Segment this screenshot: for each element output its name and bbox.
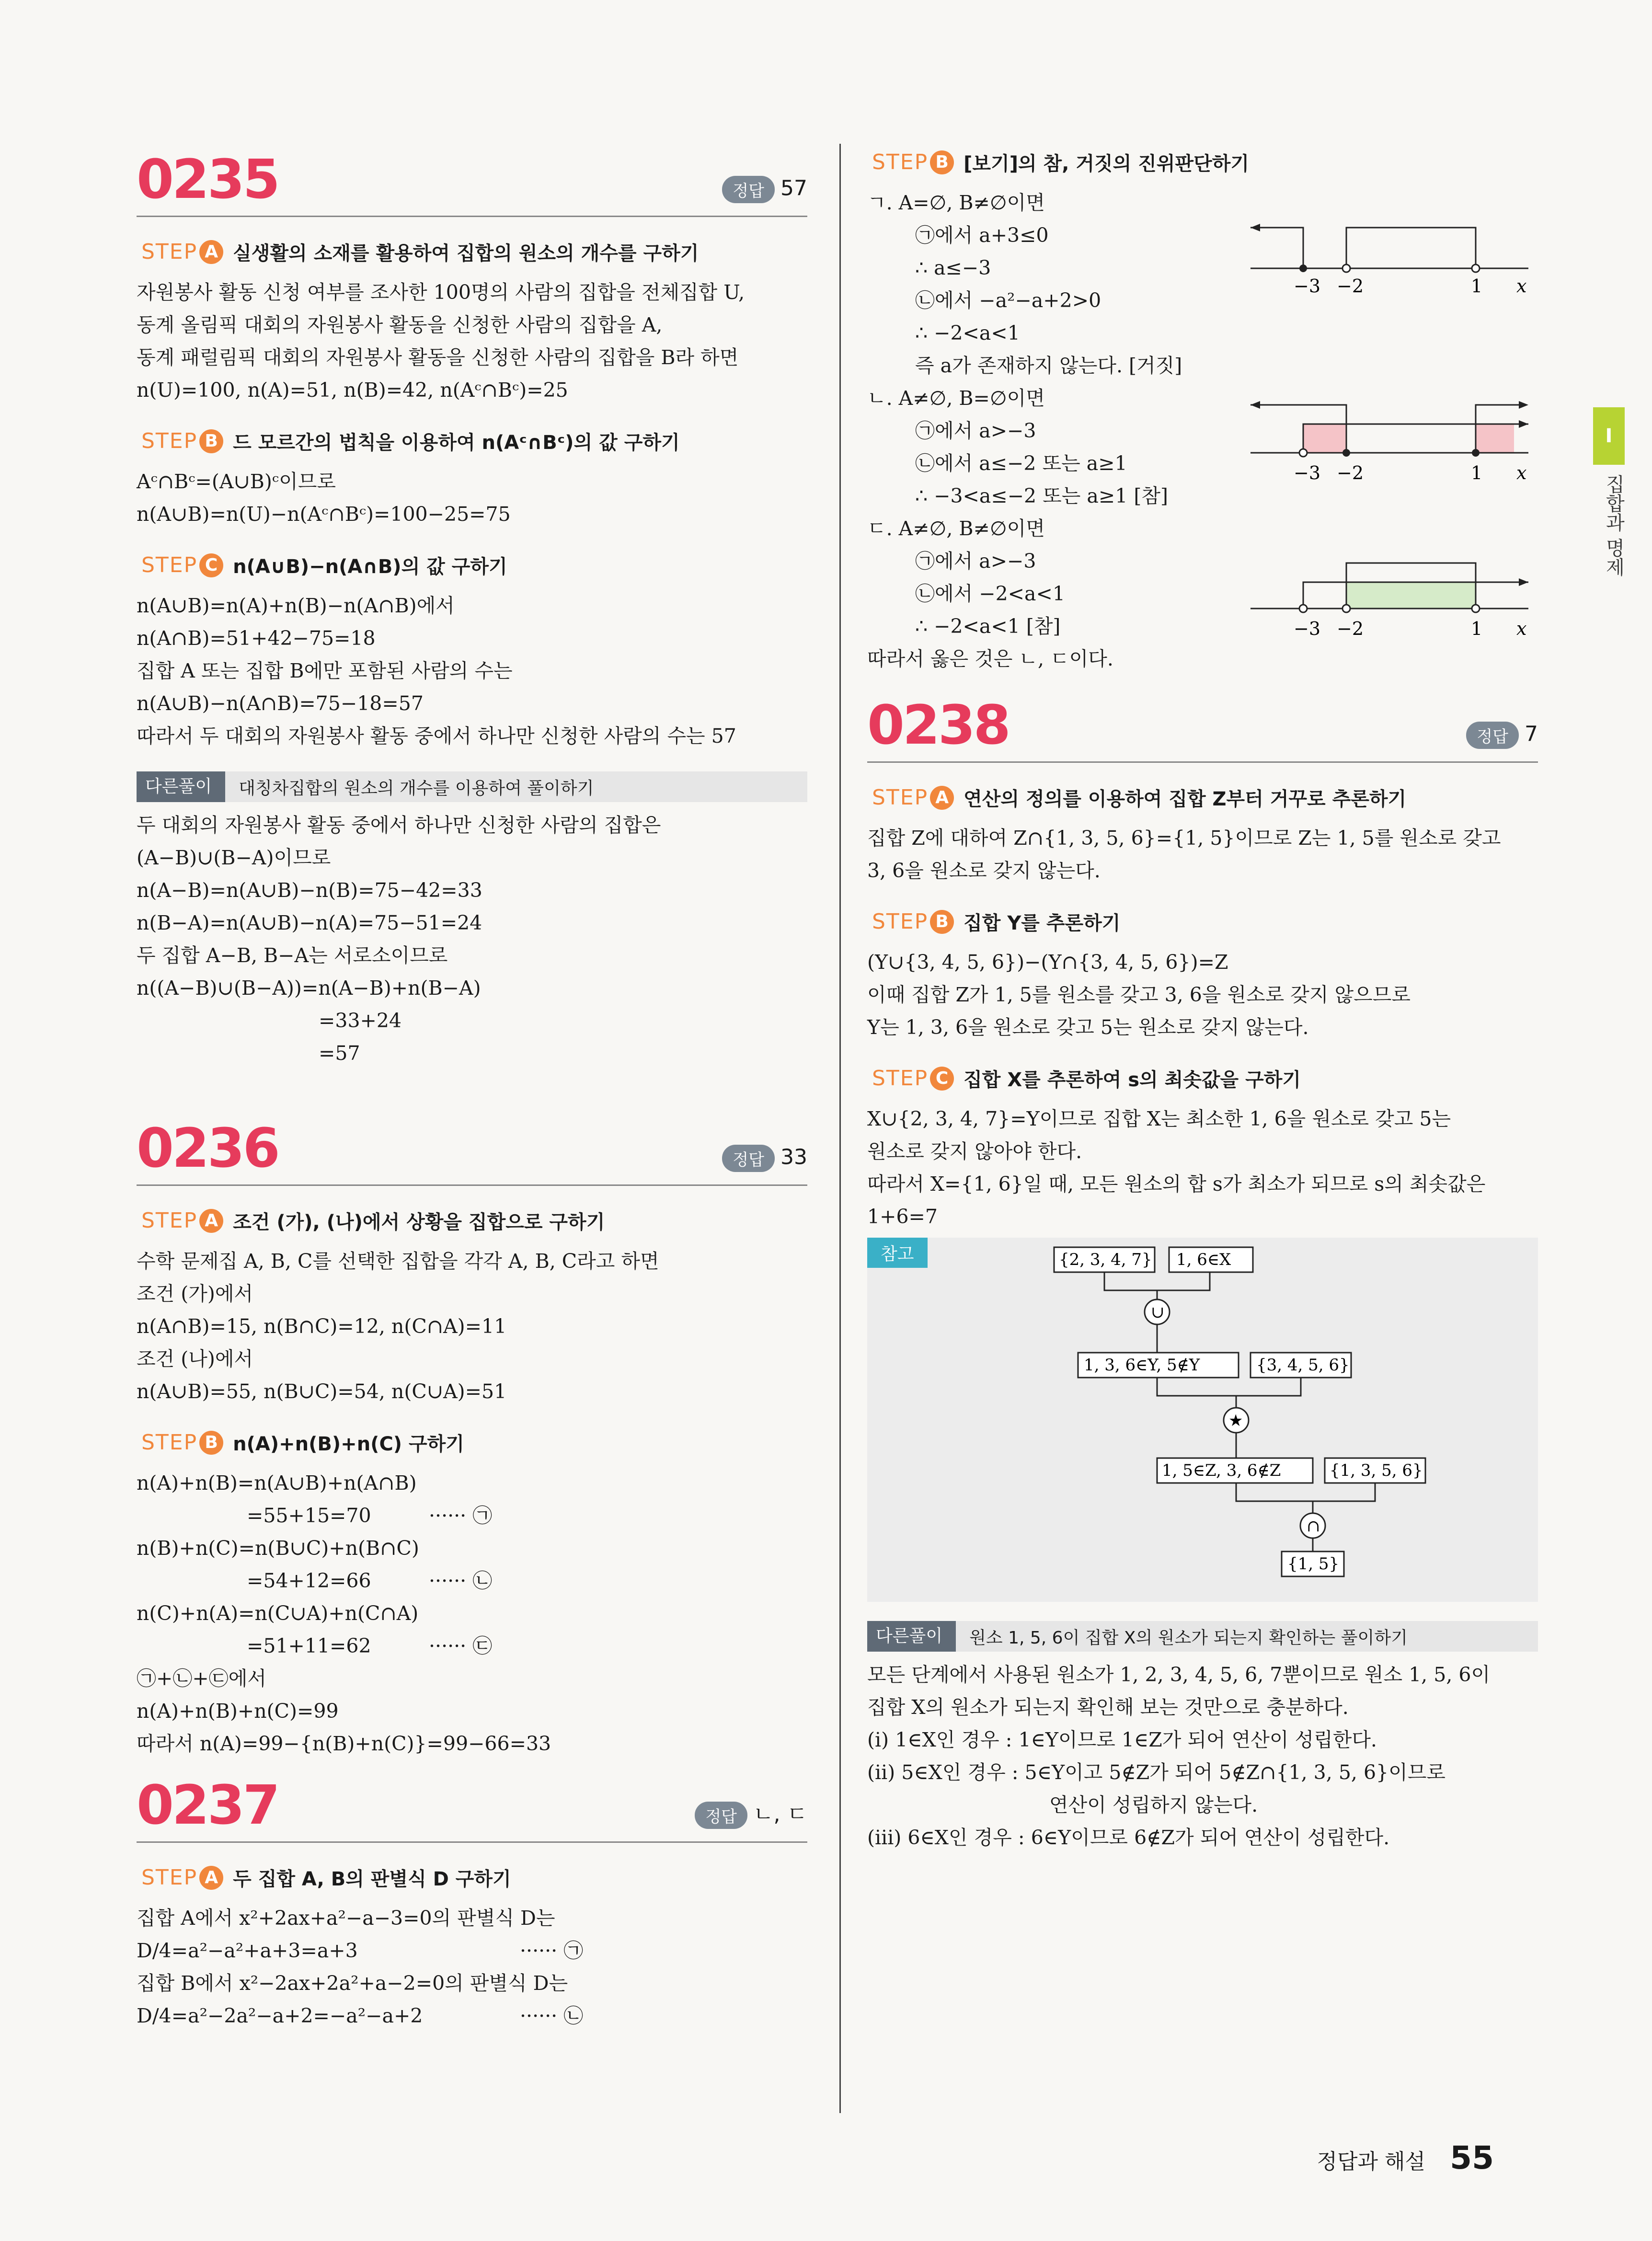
operation-diagram bbox=[867, 1238, 1538, 1602]
answer bbox=[1466, 722, 1538, 749]
step-heading: STEP B n(A)+n(B)+n(C) 구하기 bbox=[141, 1430, 464, 1455]
svg-text:1: 1 bbox=[1471, 618, 1483, 639]
answer-value: 57 bbox=[780, 176, 807, 201]
text-line: ㉠에서 a+3≤0 bbox=[915, 224, 1049, 247]
reference-box bbox=[867, 1238, 1538, 1602]
page-footer bbox=[1317, 2139, 1494, 2176]
text-line: 따라서 두 대회의 자원봉사 활동 중에서 하나만 신청한 사람의 수는 57 bbox=[137, 724, 736, 747]
text-line: 따라서 n(A)=99−{n(B)+n(C)}=99−66=33 bbox=[137, 1732, 551, 1755]
problem-header-0237 bbox=[137, 1770, 807, 1843]
svg-text:−3: −3 bbox=[1294, 618, 1321, 639]
chapter-tab-text: 집합과 명제 bbox=[1603, 474, 1625, 576]
text-line: ㉡에서 a≤−2 또는 a≥1 bbox=[915, 452, 1127, 475]
text-line: ㉡에서 −2<a<1 bbox=[915, 582, 1065, 605]
text-line: 따라서 X={1, 6}일 때, 모든 원소의 합 s가 최소가 되므로 s의 최솟값은 bbox=[867, 1172, 1486, 1195]
svg-text:★: ★ bbox=[1228, 1411, 1243, 1430]
answer bbox=[695, 1797, 807, 1829]
alt-solution-bar bbox=[137, 771, 807, 802]
text-line: 동계 올림픽 대회의 자원봉사 활동을 신청한 사람의 집합을 A, bbox=[137, 313, 663, 336]
text-line: 동계 패럴림픽 대회의 자원봉사 활동을 신청한 사람의 집합을 B라 하면 bbox=[137, 346, 739, 369]
text-line: ㄷ. A≠∅, B≠∅이면 bbox=[867, 517, 1045, 540]
text-line: ㉠+㉡+㉢에서 bbox=[137, 1667, 266, 1690]
answer bbox=[722, 176, 807, 203]
alt-solution-bar bbox=[867, 1621, 1538, 1652]
text-line: n(A)+n(B)+n(C)=99 bbox=[137, 1700, 339, 1723]
svg-text:−3: −3 bbox=[1294, 462, 1321, 483]
answer-badge: 정답 bbox=[1466, 722, 1519, 749]
text-line: n(A∩B)=15, n(B∩C)=12, n(C∩A)=11 bbox=[137, 1315, 507, 1338]
text-line: 자원봉사 활동 신청 여부를 조사한 100명의 사람의 집합을 전체집합 U, bbox=[137, 281, 745, 304]
text-line: n(A∪B)=55, n(B∪C)=54, n(C∪A)=51 bbox=[137, 1380, 507, 1403]
text-line: Aᶜ∩Bᶜ=(A∪B)ᶜ이므로 bbox=[137, 470, 336, 493]
text-line: n(A∪B)=n(U)−n(Aᶜ∩Bᶜ)=100−25=75 bbox=[137, 503, 511, 526]
svg-text:1, 5∈Z, 3, 6∉Z: 1, 5∈Z, 3, 6∉Z bbox=[1162, 1461, 1281, 1480]
text-line: n(A∩B)=51+42−75=18 bbox=[137, 627, 376, 650]
text-line: 원소로 갖지 않아야 한다. bbox=[867, 1140, 1082, 1163]
problem-number: 0236 bbox=[137, 1117, 278, 1180]
text-line: n(B−A)=n(A∪B)−n(A)=75−51=24 bbox=[137, 911, 482, 934]
text-line: ∴ −2<a<1 bbox=[915, 322, 1020, 345]
text-line: =57 bbox=[319, 1042, 360, 1065]
step-heading: STEP A 실생활의 소재를 활용하여 집합의 원소의 개수를 구하기 bbox=[141, 240, 699, 264]
text-line: (ⅲ) 6∈X인 경우 : 6∈Y이므로 6∉Z가 되어 연산이 성립한다. bbox=[867, 1826, 1390, 1849]
svg-text:x: x bbox=[1516, 276, 1527, 297]
text-line: n(A∪B)=n(A)+n(B)−n(A∩B)에서 bbox=[137, 594, 455, 617]
footer-text: 정답과 해설 bbox=[1317, 2149, 1426, 2174]
text-line: ∴ a≤−3 bbox=[915, 256, 991, 279]
problem-header-0236 bbox=[137, 1113, 807, 1186]
alt-title: 대칭차집합의 원소의 개수를 이용하여 풀이하기 bbox=[239, 778, 594, 798]
step-heading: STEP C 집합 X를 추론하여 s의 최솟값을 구하기 bbox=[872, 1066, 1301, 1091]
text-line: n(B)+n(C)=n(B∪C)+n(B∩C) bbox=[137, 1537, 419, 1560]
text-line: (ⅱ) 5∈X인 경우 : 5∈Y이고 5∉Z가 되어 5∉Z∩{1, 3, 5, 6}이므로 bbox=[867, 1761, 1446, 1784]
step-heading: STEP A 연산의 정의를 이용하여 집합 Z부터 거꾸로 추론하기 bbox=[872, 785, 1407, 810]
text-line: 따라서 옳은 것은 ㄴ, ㄷ이다. bbox=[867, 647, 1113, 670]
column-divider bbox=[839, 144, 841, 2113]
number-line-graph-3 bbox=[1241, 546, 1538, 642]
step-heading: STEP A 조건 (가), (나)에서 상황을 집합으로 구하기 bbox=[141, 1208, 605, 1233]
text-line: ㉡에서 −a²−a+2>0 bbox=[915, 289, 1101, 312]
text-line: (A−B)∪(B−A)이므로 bbox=[137, 846, 331, 869]
text-line: (ⅰ) 1∈X인 경우 : 1∈Y이므로 1∈Z가 되어 연산이 성립한다. bbox=[867, 1728, 1377, 1751]
number-line-graph-1 bbox=[1241, 211, 1538, 302]
problem-number: 0235 bbox=[137, 149, 278, 211]
text-line: n(C)+n(A)=n(C∪A)+n(C∩A) bbox=[137, 1602, 419, 1625]
answer-badge: 정답 bbox=[722, 176, 775, 203]
answer-badge: 정답 bbox=[695, 1802, 747, 1829]
problem-number: 0238 bbox=[867, 694, 1009, 757]
answer-badge: 정답 bbox=[722, 1145, 775, 1172]
text-line: (Y∪{3, 4, 5, 6})−(Y∩{3, 4, 5, 6})=Z bbox=[867, 951, 1228, 974]
alt-label: 다른풀이 bbox=[137, 771, 225, 802]
chapter-tab-number: I bbox=[1605, 425, 1613, 447]
svg-text:{2, 3, 4, 7}: {2, 3, 4, 7} bbox=[1059, 1250, 1152, 1269]
text-line: 두 집합 A−B, B−A는 서로소이므로 bbox=[137, 944, 448, 967]
svg-text:1, 6∈X: 1, 6∈X bbox=[1176, 1250, 1231, 1269]
right-column bbox=[867, 144, 1538, 1854]
text-line: 모든 단계에서 사용된 원소가 1, 2, 3, 4, 5, 6, 7뿐이므로 원소 1, 5, 6이 bbox=[867, 1663, 1491, 1686]
svg-text:−2: −2 bbox=[1337, 618, 1364, 639]
text-line: 1+6=7 bbox=[867, 1205, 938, 1228]
text-line: ㄱ. A=∅, B≠∅이면 bbox=[867, 191, 1045, 214]
text-line: Y는 1, 3, 6을 원소로 갖고 5는 원소로 갖지 않는다. bbox=[867, 1016, 1309, 1039]
text-line: X∪{2, 3, 4, 7}=Y이므로 집합 X는 최소한 1, 6을 원소로 갖고 5는 bbox=[867, 1107, 1451, 1130]
answer-value: 7 bbox=[1525, 722, 1538, 747]
text-line: n((A−B)∪(B−A))=n(A−B)+n(B−A) bbox=[137, 977, 481, 1000]
svg-text:∪: ∪ bbox=[1151, 1303, 1165, 1322]
problem-number: 0237 bbox=[137, 1774, 278, 1837]
answer-value: 33 bbox=[780, 1145, 807, 1170]
step-heading: STEP B 드 모르간의 법칙을 이용하여 n(Aᶜ∩Bᶜ)의 값 구하기 bbox=[141, 429, 680, 454]
svg-text:∩: ∩ bbox=[1307, 1517, 1320, 1536]
text-line: =33+24 bbox=[319, 1009, 402, 1032]
step-heading: STEP A 두 집합 A, B의 판별식 D 구하기 bbox=[141, 1865, 511, 1890]
text-line: ㉠에서 a>−3 bbox=[915, 419, 1036, 442]
problem-header-0235 bbox=[137, 144, 807, 217]
text-line: 조건 (가)에서 bbox=[137, 1282, 253, 1305]
text-line: 집합 B에서 x²−2ax+2a²+a−2=0의 판별식 D는 bbox=[137, 1972, 568, 1995]
step-heading: STEP B [보기]의 참, 거짓의 진위판단하기 bbox=[872, 150, 1249, 175]
text-line: D/4=a²−a²+a+3=a+3 ······ ㉠ bbox=[137, 1939, 584, 1962]
text-line: 수학 문제집 A, B, C를 선택한 집합을 각각 A, B, C라고 하면 bbox=[137, 1250, 659, 1273]
text-line: 3, 6을 원소로 갖지 않는다. bbox=[867, 859, 1101, 882]
svg-text:−3: −3 bbox=[1294, 276, 1321, 297]
svg-text:{3, 4, 5, 6}: {3, 4, 5, 6} bbox=[1256, 1356, 1350, 1375]
step-heading: STEP C n(A∪B)−n(A∩B)의 값 구하기 bbox=[141, 553, 507, 578]
text-line: ㄴ. A≠∅, B=∅이면 bbox=[867, 387, 1045, 410]
text-line: D/4=a²−2a²−a+2=−a²−a+2 ······ ㉡ bbox=[137, 2004, 584, 2027]
text-line: 집합 A에서 x²+2ax+a²−a−3=0의 판별식 D는 bbox=[137, 1907, 555, 1930]
step-heading: STEP B 집합 Y를 추론하기 bbox=[872, 909, 1121, 934]
left-column bbox=[137, 144, 807, 2032]
text-line: n(U)=100, n(A)=51, n(B)=42, n(Aᶜ∩Bᶜ)=25 bbox=[137, 379, 568, 402]
svg-text:{1, 5}: {1, 5} bbox=[1287, 1554, 1340, 1574]
answer-value: ㄴ, ㄷ bbox=[753, 1802, 807, 1827]
text-line: 조건 (나)에서 bbox=[137, 1347, 253, 1370]
problem-header-0238 bbox=[867, 690, 1538, 763]
text-line: n(A−B)=n(A∪B)−n(B)=75−42=33 bbox=[137, 879, 482, 902]
svg-text:x: x bbox=[1516, 618, 1527, 639]
text-line: =54+12=66 ······ ㉡ bbox=[247, 1569, 493, 1592]
svg-text:1, 3, 6∈Y, 5∉Y: 1, 3, 6∈Y, 5∉Y bbox=[1084, 1356, 1200, 1375]
text-line: n(A)+n(B)=n(A∪B)+n(A∩B) bbox=[137, 1471, 417, 1494]
text-line: ∴ −2<a<1 [참] bbox=[915, 615, 1061, 638]
alt-label: 다른풀이 bbox=[867, 1621, 956, 1652]
text-line: ∴ −3<a≤−2 또는 a≥1 [참] bbox=[915, 484, 1168, 507]
text-line: 이때 집합 Z가 1, 5를 원소를 갖고 3, 6을 원소로 갖지 않으므로 bbox=[867, 983, 1411, 1006]
page-number: 55 bbox=[1450, 2139, 1494, 2176]
text-line: =51+11=62 ······ ㉢ bbox=[247, 1634, 493, 1657]
svg-text:{1, 3, 5, 6}: {1, 3, 5, 6} bbox=[1330, 1461, 1423, 1480]
text-line: 두 대회의 자원봉사 활동 중에서 하나만 신청한 사람의 집합은 bbox=[137, 814, 661, 837]
svg-text:1: 1 bbox=[1471, 462, 1483, 483]
number-line-graph-2 bbox=[1241, 388, 1538, 489]
reference-label: 참고 bbox=[867, 1238, 928, 1268]
text-line: ㉠에서 a>−3 bbox=[915, 550, 1036, 573]
answer bbox=[722, 1145, 807, 1172]
svg-text:x: x bbox=[1516, 462, 1527, 483]
svg-text:−2: −2 bbox=[1337, 462, 1364, 483]
text-line: 즉 a가 존재하지 않는다. [거짓] bbox=[915, 354, 1182, 377]
svg-text:1: 1 bbox=[1471, 276, 1483, 297]
text-line: 집합 X의 원소가 되는지 확인해 보는 것만으로 충분하다. bbox=[867, 1696, 1349, 1719]
alt-title: 원소 1, 5, 6이 집합 X의 원소가 되는지 확인하는 풀이하기 bbox=[969, 1628, 1408, 1648]
text-line: =55+15=70 ······ ㉠ bbox=[247, 1504, 493, 1527]
text-line: 집합 A 또는 집합 B에만 포함된 사람의 수는 bbox=[137, 659, 513, 682]
text-line: n(A∪B)−n(A∩B)=75−18=57 bbox=[137, 692, 424, 715]
text-line: 연산이 성립하지 않는다. bbox=[1049, 1793, 1258, 1816]
text-line: 집합 Z에 대하여 Z∩{1, 3, 5, 6}={1, 5}이므로 Z는 1, 5를 원소로 갖고 bbox=[867, 827, 1501, 850]
svg-text:−2: −2 bbox=[1337, 276, 1364, 297]
